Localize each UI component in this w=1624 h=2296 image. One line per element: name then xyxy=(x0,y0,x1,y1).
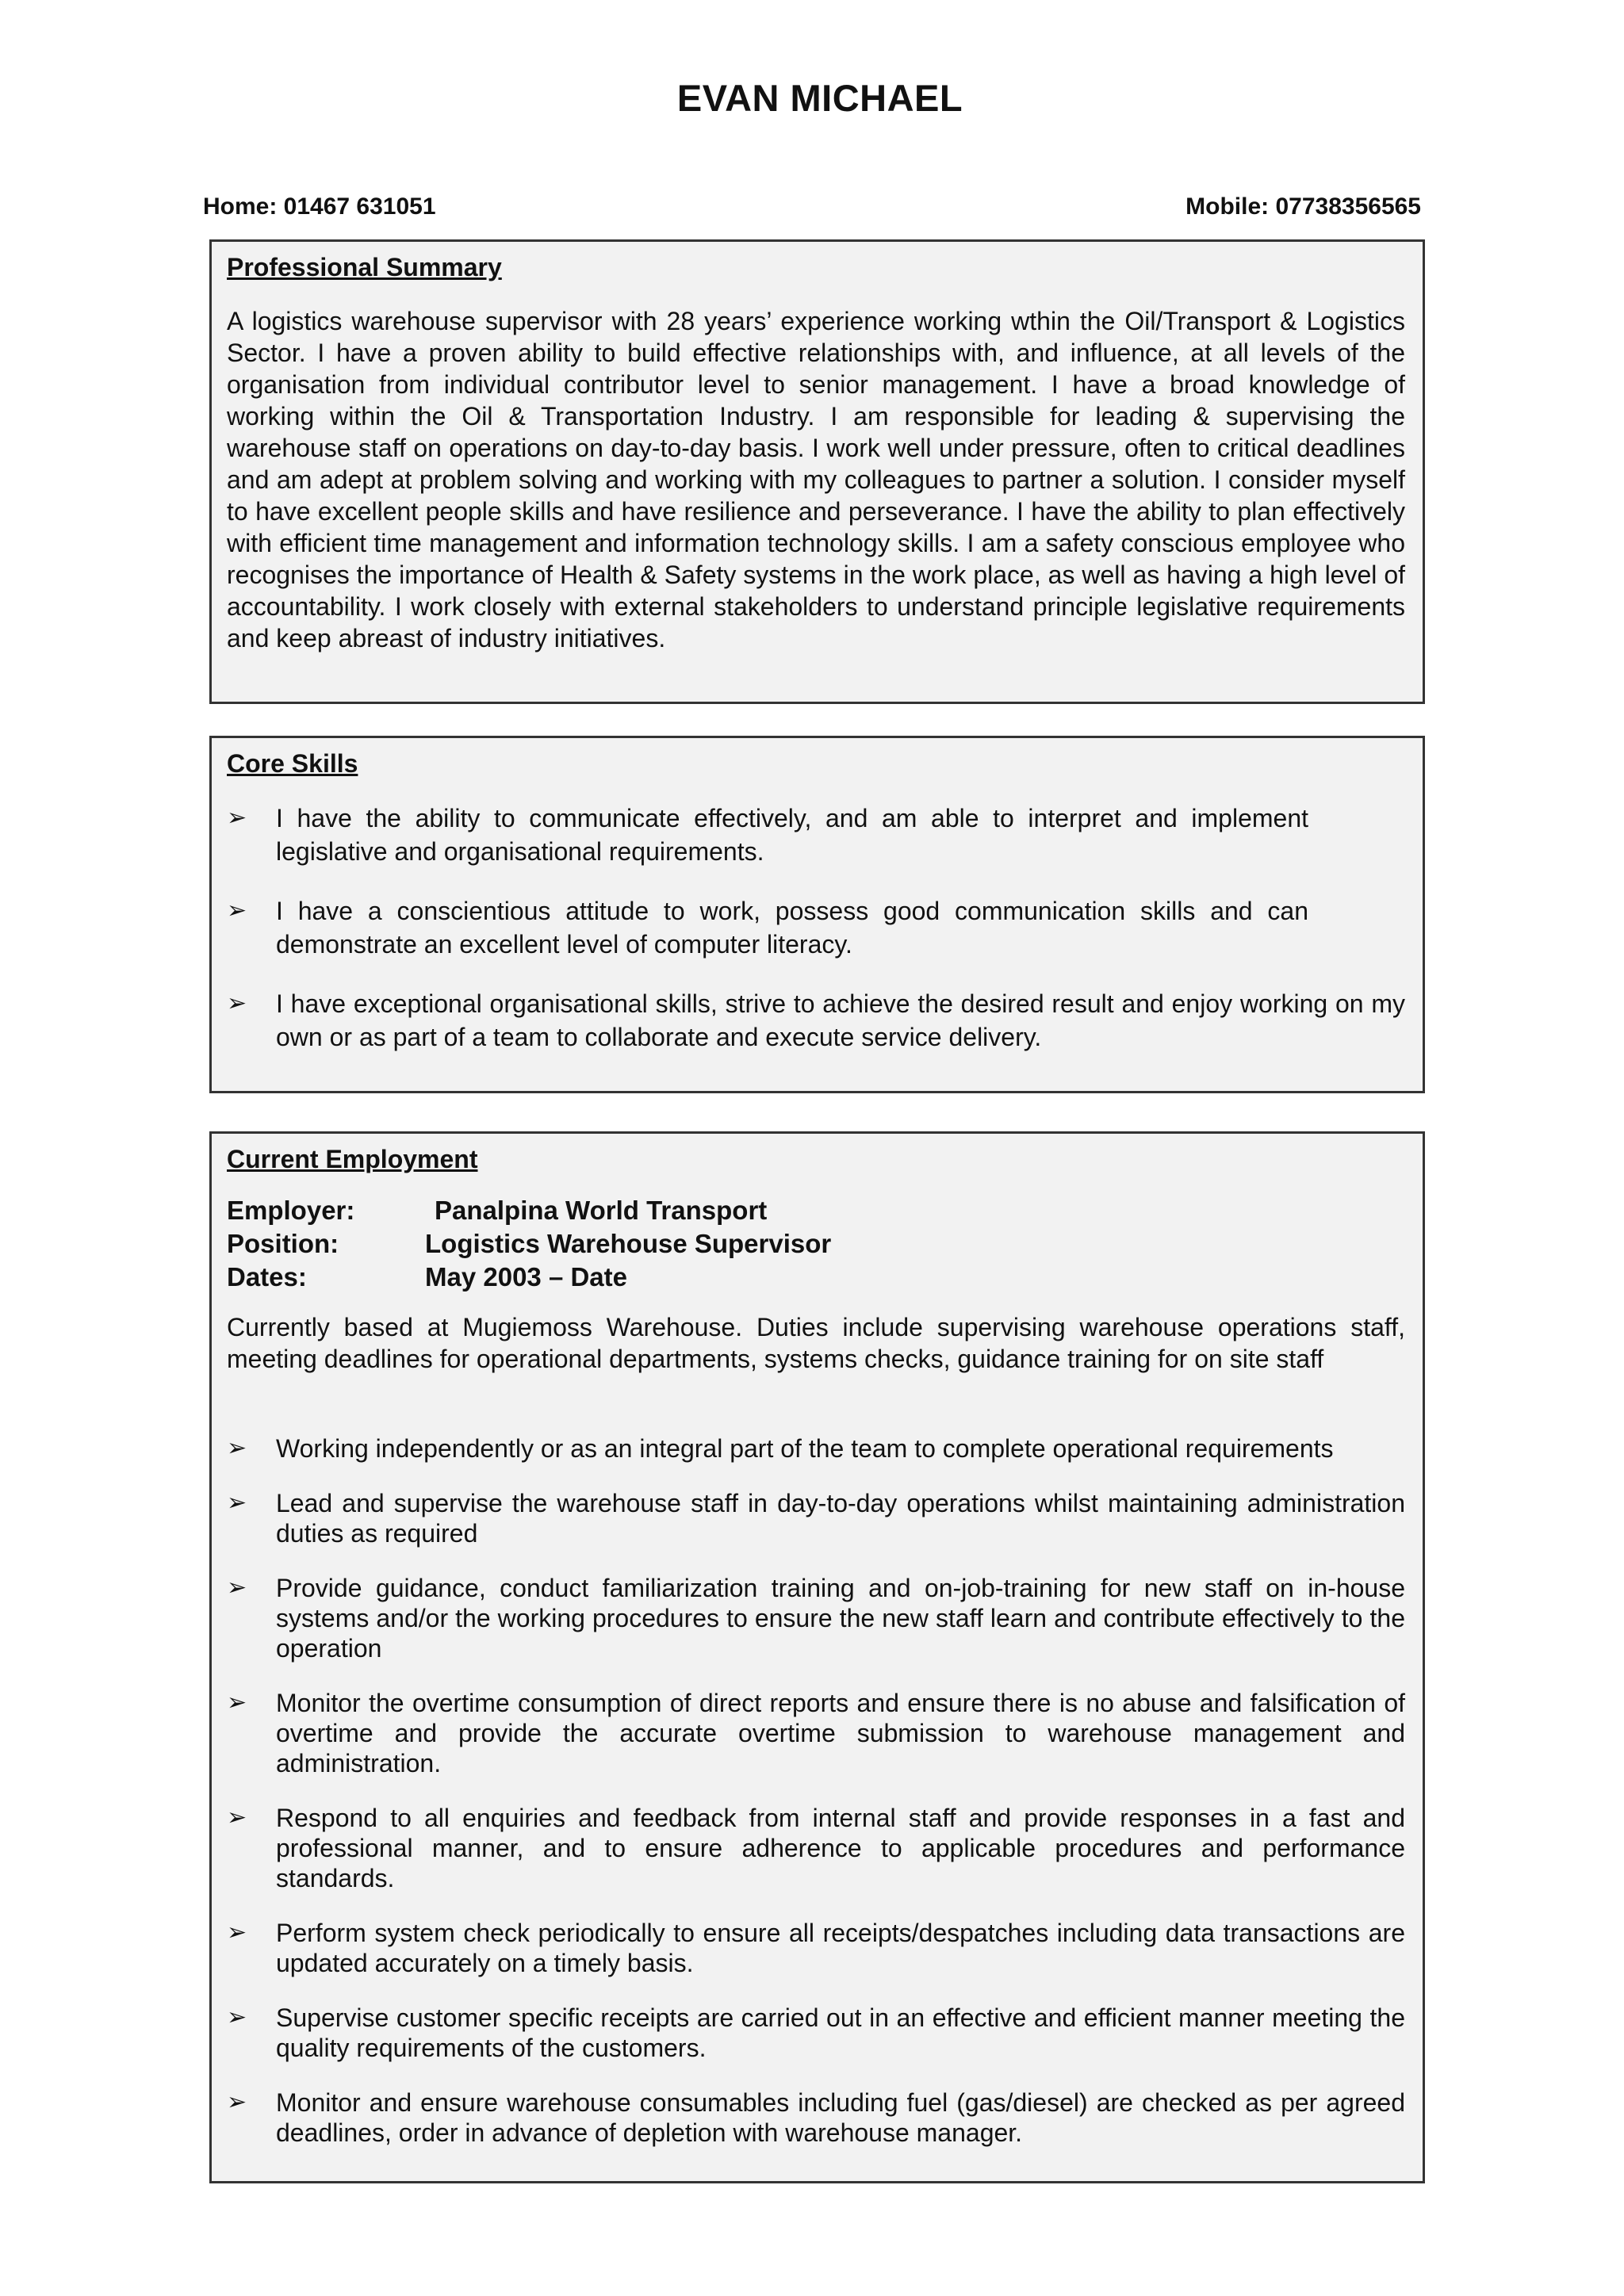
list-item xyxy=(227,2003,1405,2063)
candidate-name: EVAN MICHAEL xyxy=(676,77,963,119)
duty-text: Supervise customer specific receipts are carried out in an effective and efficient manner meeting the quality requirements of the customers. xyxy=(276,2003,1405,2062)
current-employment-section xyxy=(209,1131,1425,2183)
list-item xyxy=(227,987,1405,1054)
duty-text: Monitor the overtime consumption of direct reports and ensure there is no abuse and falsification of overtime and provide the accurate overtime submission to warehouse management and administration. xyxy=(276,1689,1405,1777)
list-item xyxy=(227,1688,1405,1778)
list-item xyxy=(227,1803,1405,1893)
arrow-bullet-icon: ➢ xyxy=(227,1435,247,1461)
employment-description: Currently based at Mugiemoss Warehouse. Duties include supervising warehouse operations staff, meeting deadlines for operational departments, systems checks, guidance training for on site staff xyxy=(227,1313,1405,1373)
professional-summary-section xyxy=(209,239,1425,704)
core-skills-section xyxy=(209,736,1425,1093)
dates-value: May 2003 – Date xyxy=(425,1262,627,1292)
arrow-bullet-icon: ➢ xyxy=(227,1490,247,1516)
duty-text: Provide guidance, conduct familiarization training and on-job-training for new staff on in-house systems and/or the working procedures to ensure the new staff learn and contribute effectively to the operation xyxy=(276,1574,1405,1663)
list-item xyxy=(227,2087,1405,2148)
position-value: Logistics Warehouse Supervisor xyxy=(425,1229,832,1258)
list-item xyxy=(227,1573,1405,1663)
arrow-bullet-icon: ➢ xyxy=(227,1575,247,1601)
employer-label: Employer: xyxy=(227,1196,355,1225)
section-heading: Core Skills xyxy=(227,749,358,778)
duty-text: Working independently or as an integral part of the team to complete operational requirements xyxy=(276,1434,1334,1463)
duty-text: Monitor and ensure warehouse consumables including fuel (gas/diesel) are checked as per agreed deadlines, order in advance of depletion with warehouse manager. xyxy=(276,2088,1405,2147)
dates-label: Dates: xyxy=(227,1262,307,1292)
list-item xyxy=(227,802,1405,868)
list-item xyxy=(227,1488,1405,1548)
arrow-bullet-icon: ➢ xyxy=(227,1804,247,1831)
arrow-bullet-icon: ➢ xyxy=(227,897,247,924)
duties-list xyxy=(227,1433,1405,2148)
duty-text: Lead and supervise the warehouse staff in day-to-day operations whilst maintaining administration duties as required xyxy=(276,1489,1405,1548)
section-heading: Current Employment xyxy=(227,1145,478,1173)
employer-row xyxy=(227,1194,1405,1227)
employer-value: Panalpina World Transport xyxy=(435,1196,768,1225)
list-item xyxy=(227,1433,1405,1464)
employment-details xyxy=(227,1194,1405,1294)
skill-text: I have a conscientious attitude to work, possess good communication skills and can demonstrate an excellent level of computer literacy. xyxy=(276,897,1308,959)
position-row xyxy=(227,1227,1405,1261)
list-item xyxy=(227,894,1405,961)
section-heading: Professional Summary xyxy=(227,253,502,281)
home-phone: Home: 01467 631051 xyxy=(203,193,436,220)
arrow-bullet-icon: ➢ xyxy=(227,990,247,1016)
dates-row xyxy=(227,1261,1405,1294)
arrow-bullet-icon: ➢ xyxy=(227,1689,247,1716)
duty-text: Respond to all enquiries and feedback from internal staff and provide responses in a fast and professional manner, and to ensure adherence to applicable procedures and performance standards. xyxy=(276,1804,1405,1892)
mobile-phone: Mobile: 07738356565 xyxy=(1185,193,1421,220)
arrow-bullet-icon: ➢ xyxy=(227,805,247,831)
duty-text: Perform system check periodically to ensure all receipts/despatches including data transactions are updated accurately on a timely basis. xyxy=(276,1919,1405,1977)
list-item xyxy=(227,1918,1405,1978)
summary-text: A logistics warehouse supervisor with 28 years’ experience working wthin the Oil/Transport & Logistics Sector. I have a proven ability to build effective relationships with, and influence, at all levels of the organisation from individual contributor level to senior management. I have a broad knowledge of working within the Oil & Transportation Industry. I am responsible for leading & supervising the warehouse staff on operations on day-to-day basis. I work well under pressure, often to critical deadlines and am adept at problem solving and working with my colleagues to partner a solution. I consider myself to have excellent people skills and have resilience and perseverance. I have the ability to plan effectively with efficient time management and information technology skills. I am a safety conscious employee who recognises the importance of Health & Safety systems in the work place, as well as having a high level of accountability. I work closely with external stakeholders to understand principle legislative requirements and keep abreast of industry initiatives. xyxy=(227,307,1405,652)
skill-text: I have the ability to communicate effectively, and am able to interpret and implement legislative and organisational requirements. xyxy=(276,804,1308,866)
position-label: Position: xyxy=(227,1229,339,1258)
arrow-bullet-icon: ➢ xyxy=(227,2089,247,2115)
arrow-bullet-icon: ➢ xyxy=(227,2004,247,2030)
skill-text: I have exceptional organisational skills, strive to achieve the desired result and enjoy working on my own or as part of a team to collaborate and execute service delivery. xyxy=(276,989,1405,1051)
skills-list xyxy=(227,802,1405,1054)
arrow-bullet-icon: ➢ xyxy=(227,1919,247,1946)
